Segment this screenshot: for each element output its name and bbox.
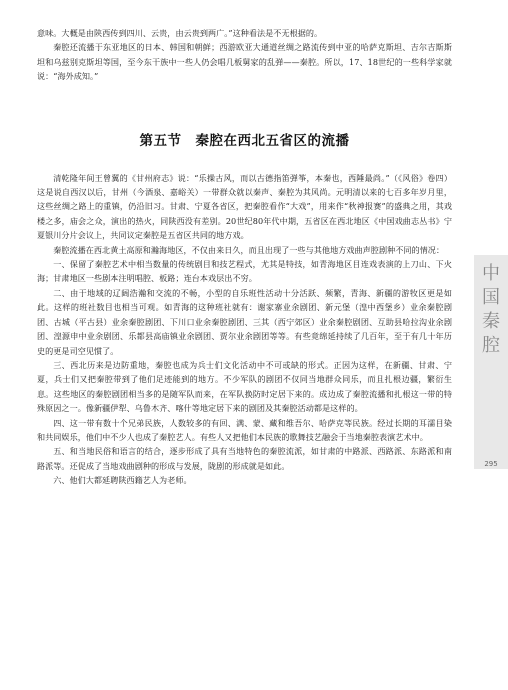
paragraph: 六、他们大都延聘陕西籍艺人为老师。 xyxy=(53,475,192,486)
section-heading xyxy=(37,129,452,149)
section-title: 秦腔在西北五省区的流播 xyxy=(195,132,350,149)
page-number: 295 xyxy=(484,460,498,468)
paragraph: 三、西北历来是边防重地，秦腔也成为兵士们文化活动中不可或缺的形式。正因为这样，在新疆、甘肃、宁夏，兵士们又把秦腔带到了他们足迹能到的地方。不少军队的剧团不仅同当地群众同乐，而且扎根边疆，繁衍生息。这些地区的秦腔剧团相当多的是随军队而来，在军队换防时定居下来的。成边成了秦腔流播和扎根这一带的特殊原因之一。像新疆伊犁、乌鲁木齐、喀什等地定居下来的剧团及其秦腔活动都是这样的。 xyxy=(37,359,452,414)
paragraph: 二、由于地域的辽阔浩瀚和交流的不畅，小型的自乐班性活动十分活跃、频繁，青海、新疆的游牧区更是如此。这样的班社数目也相当可观。如青海的这种班社就有：谢家寨业余剧团、新元堡（湟中西堡乡）业余秦腔剧团、古城（平古县）业余秦腔剧团、下川口业余秦腔剧团、三其（西宁郊区）业余秦腔剧团、互助县哈拉沟业余剧团、湟源申中业余剧团、乐都县高庙镇业余剧团、贾尔业余剧团等等。有些竟绵延持续了几百年，至于有几十年历史的更是司空见惯了。 xyxy=(37,287,452,356)
book-title-vertical xyxy=(480,262,502,358)
paragraph: 四、这一带有数十个兄弟民族，人数较多的有回、满、蒙、藏和维吾尔、哈萨克等民族。经过长期的耳濡目染和共同娱乐，他们中不少人也成了秦腔艺人。有些人又把他们本民族的歌舞技艺融会于当地秦腔表演艺术中。 xyxy=(37,417,452,442)
section-number: 第五节 xyxy=(139,132,182,149)
book-title-char: 秦 xyxy=(482,311,500,332)
page-content xyxy=(37,26,452,488)
paragraph: 五、和当地民俗和语言的结合，逐步形成了具有当地特色的秦腔流派，如甘肃的中路派、西路派、东路派和南路派等。还促成了当地戏曲剧种的形成与发展，陇剧的形成就是如此。 xyxy=(37,446,452,471)
paragraph: 一、保留了秦腔艺术中相当数量的传统剧目和技艺程式，尤其是特技，如青海地区目连戏表演的上刀山、下火海；甘肃地区一些剧本注明唱腔、板路；连台本戏层出不穷。 xyxy=(37,259,452,284)
book-title-char: 国 xyxy=(482,287,500,308)
paragraph: 清乾隆年间王曾翼的《甘州府志》说：“乐操古风，而以古德指笛弹筝，本秦也，西陲最尚。”（《风俗》卷四）这是说自西汉以后，甘州（今酒泉、嘉峪关）一带群众就以秦声、秦腔为其风尚。元明清以来的七百多年岁月里，这些丝绸之路上的重镇，仍沿旧习。甘肃、宁夏各省区，把秦腔看作“大戏”，用来作“秋神报赛”的盛典之用，其戏楼之多，庙会之众，演出的热火，同陕西没有差别。20世纪80年代中期，五省区在西北地区《中国戏曲志丛书》宁夏银川分片会议上，共同议定秦腔是五省区共同的地方戏。 xyxy=(37,172,452,241)
paragraph: 秦腔流播在西北黄土高原和瀚海地区，不仅由来日久，而且出现了一些与其他地方戏曲声腔剧种不同的情况： xyxy=(53,244,445,255)
paragraph: 秦腔还流播于东亚地区的日本、韩国和朝鲜；西游欧亚大通道丝绸之路流传到中亚的哈萨克斯坦、吉尔吉斯斯坦和乌兹别克斯坦等国，至今东干族中一些人仍会唱几板舅家的乱弹——秦腔。所以，17、18世纪的一些科学家就说：“海外成知。” xyxy=(37,42,452,82)
book-title-char: 腔 xyxy=(482,335,500,356)
book-title-char: 中 xyxy=(482,263,500,284)
paragraph: 意味。大概是由陕西传到四川、云贵，由云贵到两广。”这种看法是不无根据的。 xyxy=(37,28,323,38)
